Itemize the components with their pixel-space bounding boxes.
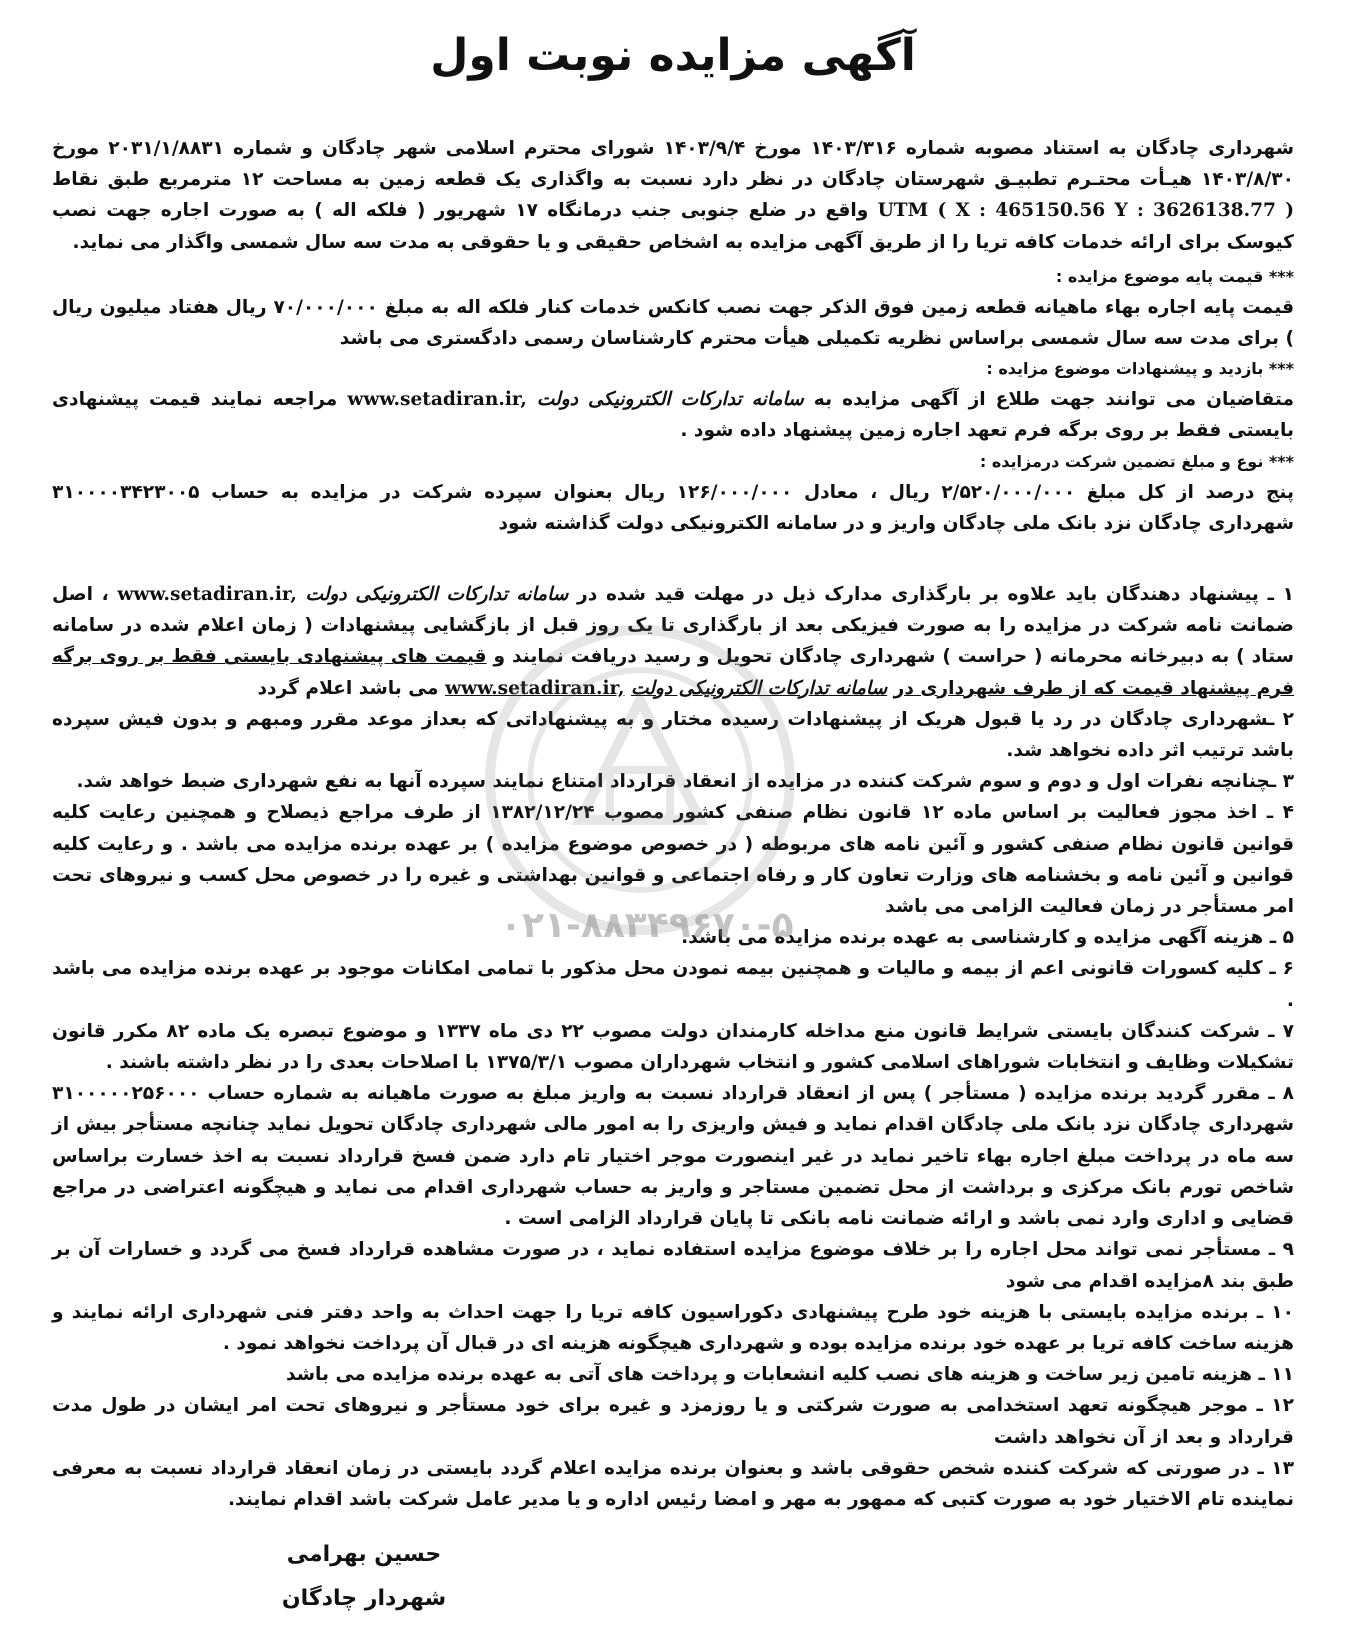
list-item-8: ۸ ـ مقرر گردید برنده مزایده ( مستأجر ) پس از انعقاد قرارداد نسبت به واریز مبلغ به صورت ماهیانه به شماره حساب ۳۱۰۰۰۰۰۲۵۶۰۰۰ شهرداری چادگان نزد بانک ملی چادگان اقدام نماید و فیش واریزی را به امور مالی شهرداری چادگان تحویل نماید چنانچه مستأجر بیش از سه ماه در پرداخت مبلغ اجاره بهاء تاخیر نماید در غیر اینصورت موجر اختیار تام دارد ضمن فسخ قرارداد نسبت به اخذ خسارت براساس شاخص تورم بانک مرکزی و برداشت از محل تضمین مستاجر و واریز به حساب شهرداری اقدام می نماید و هیچگونه اعتراضی در مراجع قضایی و اداری وارد نمی باشد و ارائه ضمانت نامه بانکی تا پایان قرارداد الزامی است .	[52, 1083, 1294, 1230]
item1-text-c: می باشد اعلام گردد	[257, 677, 439, 699]
base-price-heading: *** قیمت پایه موضوع مزایده :	[1055, 266, 1294, 286]
guarantee-text: پنج درصد از کل مبلغ ۲/۵۲۰/۰۰۰/۰۰۰ ریال ، معادل ۱۲۶/۰۰۰/۰۰۰ ریال بعنوان سپرده شرکت در مزایده به حساب ۳۱۰۰۰۰۳۴۲۳۰۰۵ شهرداری چادگان نزد بانک ملی چادگان واریز و در سامانه الکترونیکی دولت گذاشته شود	[52, 481, 1294, 534]
visit-text-1: متقاضیان می توانند جهت طلاع از آگهی مزایده به	[813, 389, 1295, 411]
visit-heading: *** بازدید و پیشنهادات موضوع مزایده :	[986, 359, 1294, 379]
intro-paragraph	[52, 133, 1294, 258]
utm-coordinates: UTM ( X : 465150.56 Y : 3626138.77 )	[877, 200, 1294, 222]
list-item-4: ۴ ـ اخذ مجوز فعالیت بر اساس ماده ۱۲ قانون نظام صنفی کشور مصوب ۱۳۸۲/۱۲/۲۴ از طرف مراجع ذیصلاح و همچنین رعایت کلیه قوانین قانون نظام صنفی کشور و آئین نامه های مربوطه ( در خصوص موضوع مزایده ) بر عهده برنده مزایده می باشد . و رعایت کلیه قوانین و آئین نامه و بخشنامه های وزارت تعاون کار و رفاه اجتماعی و قوانین بهداشتی و غیره را در خصوص محل کسب و نیروهای تحت امر مستأجر در زمان فعالیت الزامی می باشد	[52, 802, 1294, 918]
list-item-5: ۵ ـ هزینه آگهی مزایده و کارشناسی به عهده برنده مزایده می باشد.	[681, 927, 1294, 949]
watermark-phone: ۰۲۱-۸۸۳۴۹۶۷۰-۵	[500, 905, 794, 946]
visit-site-link[interactable]: www.setadiran.ir,	[347, 389, 527, 411]
item1-system-name: سامانه تدارکات الکترونیکی دولت	[305, 584, 569, 606]
list-item-12: ۱۲ ـ موجر هیچگونه تعهد استخدامی به صورت شرکتی و یا روزمزد و غیره برای خود مستأجر و نیروهای تحت امر ایشان در طول مدت قرارداد و بعد از آن نخواهد داشت	[52, 1395, 1294, 1448]
list-item-13: ۱۳ ـ در صورتی که شرکت کننده شخص حقوقی باشد و بعنوان برنده مزایده اعلام گردد بایستی در زمان انعقاد قرارداد نسبت به معرفی نماینده تام الاختیار خود به صورت کتبی که ممهور به مهر و امضا رئیس اداره و یا مدیر عامل شرکت باشد اقدام نمایند.	[52, 1457, 1294, 1510]
page-title: آگهی مزایده نوبت اول	[430, 30, 916, 81]
item1-text-a: ۱ ـ پیشنهاد دهندگان باید علاوه بر بارگذاری مدارک ذیل در مهلت قید شده در	[577, 584, 1294, 606]
item1-underlined-text: قیمت های پیشنهادی بایستی فقط بر روی برگه فرم پیشنهاد قیمت که از طرف شهرداری در	[52, 646, 1294, 699]
item1-text-b: ، اصل ضمانت نامه شرکت در مزایده را به صورت فیزیکی بعد از بارگذاری تا یک روز قبل از بازگشایی پیشنهادات ( زمان اعلام شده در سامانه ستاد ) به دبیرخانه محرمانه ( حراست ) شهرداری چادگان تحویل و رسید دریافت نمایند و	[52, 584, 1294, 668]
visit-paragraph	[52, 384, 1294, 446]
item1-system-name-2: سامانه تدارکات الکترونیکی دولت	[630, 677, 888, 699]
item1-site-link-2[interactable]: www.setadiran.ir,	[445, 677, 625, 699]
base-price-text: قیمت پایه اجاره بهاء ماهیانه قطعه زمین فوق الذکر جهت نصب کانکس خدمات کنار فلکه اله به مبلغ ۷۰/۰۰۰/۰۰۰ ریال هفتاد میلیون ریال ) برای مدت سه سال شمسی براساس نظریه تکمیلی هیأت محترم کارشناسان رسمی دادگستری می باشد	[52, 296, 1294, 350]
list-item-9: ۹ ـ مستأجر نمی تواند محل اجاره را بر خلاف موضوع مزایده استفاده نماید ، در صورت مشاهده قرارداد فسخ می گردد و خسارات آن بر طبق بند ۸مزایده اقدام می شود	[52, 1239, 1294, 1292]
signature-block	[52, 1533, 1294, 1621]
item1-site-link[interactable]: www.setadiran.ir,	[117, 584, 297, 606]
section-spacer	[52, 539, 1294, 579]
list-item-1	[52, 579, 1294, 704]
list-item-2: ۲ ـشهرداری چادگان در رد یا قبول هریک از پیشنهادات رسیده مختار و به پیشنهاداتی که بعداز موعد مقرر ومبهم و بدون فیش سپرده باشد ترتیب اثر داده نخواهد شد.	[52, 708, 1294, 762]
list-item-10: ۱۰ ـ برنده مزایده بایستی با هزینه خود طرح پیشنهادی دکوراسیون کافه تریا را جهت احداث به واحد دفتر فنی شهرداری ارائه نمایند و هزینه ساخت کافه تریا بر عهده خود برنده مزایده بوده و شهرداری هیچگونه هزینه ای در قبال آن پرداخت نخواهد نمود .	[52, 1301, 1294, 1354]
signatory-name: حسین بهرامی	[286, 1542, 442, 1568]
signatory-role: شهردار چادگان	[281, 1586, 447, 1612]
list-item-11: ۱۱ ـ هزینه تامین زیر ساخت و هزینه های نصب کلیه انشعابات و پرداخت های آتی به عهده برنده مزایده می باشد	[286, 1364, 1294, 1386]
intro-text-2: واقع در ضلع جنوبی جنب درمانگاه ۱۷ شهریور ( فلکه اله ) به صورت اجاره جهت نصب کیوسک برای ارائه خدمات کافه تریا را از طریق آگهی مزایده به اشخاص حقیقی و یا حقوقی به مدت سه سال شمسی واگذار می نماید.	[52, 200, 1294, 253]
guarantee-heading: *** نوع و مبلغ تضمین شرکت درمزایده :	[979, 451, 1294, 471]
intro-text: شهرداری چادگان به استناد مصوبه شماره ۱۴۰۳/۳۱۶ مورخ ۱۴۰۳/۹/۴ شورای محترم اسلامی شهر چادگان و شماره ۲۰۳۱/۱/۸۸۳۱ مورخ ۱۴۰۳/۸/۳۰ هیـأت محتـرم تطبیـق شهرستان چادگان در نظر دارد نسبت به واگذاری یک قطعه زمین به مساحت ۱۲ مترمربع طبق نقاط	[52, 138, 1294, 191]
list-item-3: ۳ ـچنانچه نفرات اول و دوم و سوم شرکت کننده در مزایده از انعقاد قرارداد امتناع نمایند سپرده آنها به نفع شهرداری ضبط خواهد شد.	[76, 771, 1294, 793]
visit-system-name: سامانه تدارکات الکترونیکی دولت	[536, 389, 804, 411]
list-item-7: ۷ ـ شرکت کنندگان بایستی شرایط قانون منع مداخله کارمندان دولت مصوب ۲۲ دی ماه ۱۳۳۷ و موضوع تبصره یک ماده ۸۲ مکرر قانون تشکیلات وظایف و انتخابات شوراهای اسلامی کشور و انتخاب شهرداران مصوب ۱۳۷۵/۳/۱ با اصلاحات بعدی را در نظر داشته باشند .	[52, 1020, 1294, 1074]
visit-text-2: مراجعه نمایند قیمت پیشنهادی بایستی فقط بر روی برگه فرم تعهد اجاره زمین پیشنهاد داده شود .	[52, 389, 1294, 442]
list-item-6: ۶ ـ کلیه کسورات قانونی اعم از بیمه و مالیات و همچنین بیمه نمودن محل مذکور با تمامی امکانات موجود بر عهده برنده مزایده می باشد .	[52, 958, 1294, 1011]
